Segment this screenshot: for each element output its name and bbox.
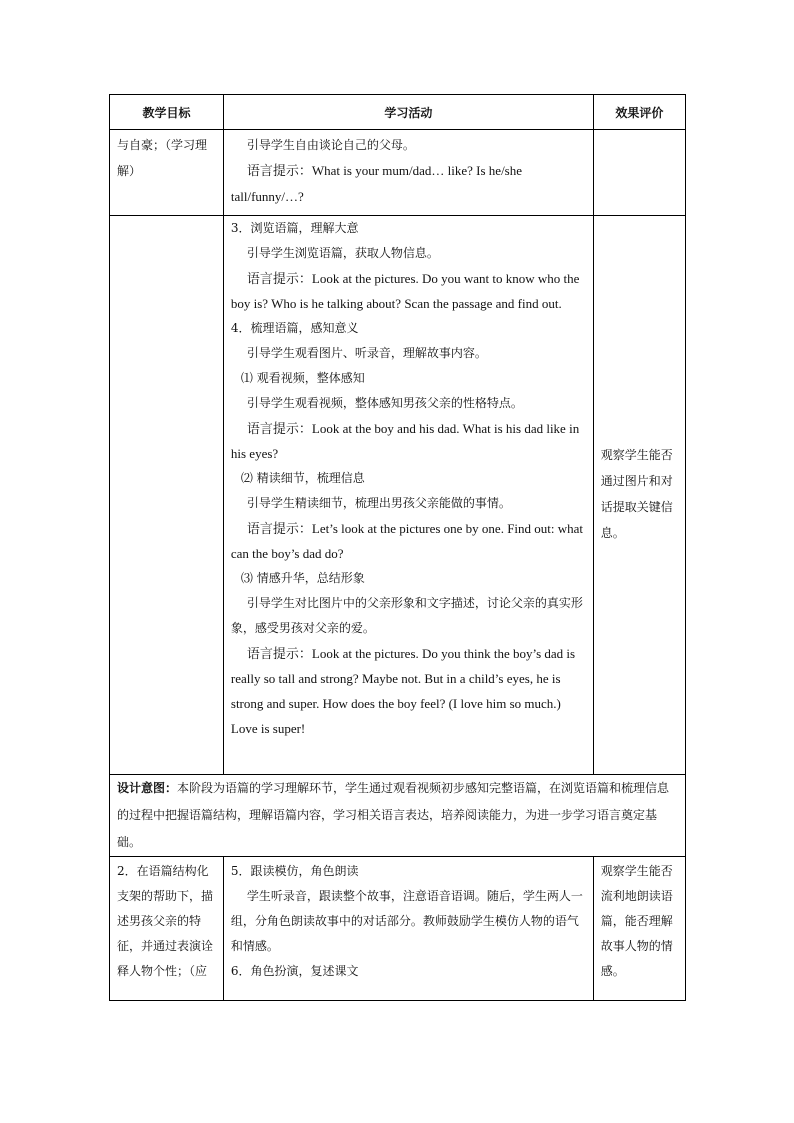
guide-text: 学生听录音，跟读整个故事，注意语音语调。随后，学生两人一组，分角色朗读故事中的对话部分。教师鼓励学生模仿人物的语气和情感。 — [230, 889, 583, 953]
header-teaching-goal: 教学目标 — [110, 95, 224, 130]
language-tip: 语言提示：What is your mum/dad… like? Is he/she tall/funny/…? — [230, 163, 523, 204]
design-intent-label: 设计意图： — [117, 781, 178, 795]
goal-cell — [110, 216, 224, 775]
language-tip: 语言提示：Let’s look at the pictures one by one. Find out: what can the boy’s dad do? — [230, 521, 584, 561]
evaluation-text: 观察学生能否流利地朗读语篇，能否理解故事人物的情感。 — [600, 864, 673, 978]
guide-text: 引导学生对比图片中的父亲形象和文字描述，讨论父亲的真实形象，感受男孩对父亲的爱。 — [230, 596, 583, 635]
guide-text: 引导学生观看图片、听录音，理解故事内容。 — [246, 346, 487, 360]
language-tip: 语言提示：Look at the pictures. Do you think the boy’s dad is really so tall and strong? Maybe not. But in a child’s eyes, he is strong and super. How does the boy feel? (I love him so much.) Love is super! — [230, 646, 576, 736]
design-intent-row — [110, 775, 686, 857]
guide-text: 引导学生观看视频，整体感知男孩父亲的性格特点。 — [246, 396, 523, 410]
language-tip: 语言提示：Look at the boy and his dad. What is his dad like in his eyes? — [230, 421, 580, 461]
goal-cell — [110, 857, 224, 1001]
sub-step-title: ⑴ 观看视频，整体感知 — [240, 371, 365, 385]
header-learning-activity: 学习活动 — [223, 95, 593, 130]
lesson-plan-table — [109, 94, 686, 1001]
activity-cell — [223, 857, 593, 1001]
language-tip: 语言提示：Look at the pictures. Do you want to know who the boy is? Who is he talking about? Scan the passage and find out. — [230, 271, 580, 311]
sub-step-title: ⑶ 情感升华，总结形象 — [240, 571, 365, 585]
table-row — [110, 130, 686, 216]
table-row — [110, 216, 686, 775]
goal-text: 2．在语篇结构化支架的帮助下，描述男孩父亲的特征，并通过表演诠释人物个性；（应 — [117, 864, 214, 978]
evaluation-cell — [593, 857, 685, 1001]
design-intent-text: 本阶段为语篇的学习理解环节，学生通过观看视频初步感知完整语篇，在浏览语篇和梳理信息的过程中把握语篇结构，理解语篇内容，学习相关语言表达，培养阅读能力，为进一步学习语言奠定基础。 — [117, 781, 670, 849]
table-row — [110, 857, 686, 1001]
design-intent-cell — [110, 775, 686, 857]
activity-cell — [223, 216, 593, 775]
guide-text: 引导学生精读细节，梳理出男孩父亲能做的事情。 — [246, 496, 511, 510]
goal-text: 与自豪；（学习理解） — [117, 138, 208, 178]
evaluation-cell — [593, 130, 685, 216]
sub-step-title: ⑵ 精读细节，梳理信息 — [240, 471, 365, 485]
step-title: 4．梳理语篇，感知意义 — [230, 321, 359, 335]
activity-cell — [223, 130, 593, 216]
evaluation-cell — [593, 216, 685, 775]
step-title: 3．浏览语篇，理解大意 — [230, 221, 359, 235]
step-title: 5．跟读模仿，角色朗读 — [230, 864, 359, 878]
guide-text: 引导学生浏览语篇，获取人物信息。 — [246, 246, 439, 260]
guide-text: 引导学生自由谈论自己的父母。 — [246, 138, 415, 152]
header-effect-evaluation: 效果评价 — [593, 95, 685, 130]
step-title: 6．角色扮演，复述课文 — [230, 964, 359, 978]
evaluation-text: 观察学生能否通过图片和对话提取关键信息。 — [600, 448, 673, 540]
goal-cell — [110, 130, 224, 216]
table-header-row — [110, 95, 686, 130]
